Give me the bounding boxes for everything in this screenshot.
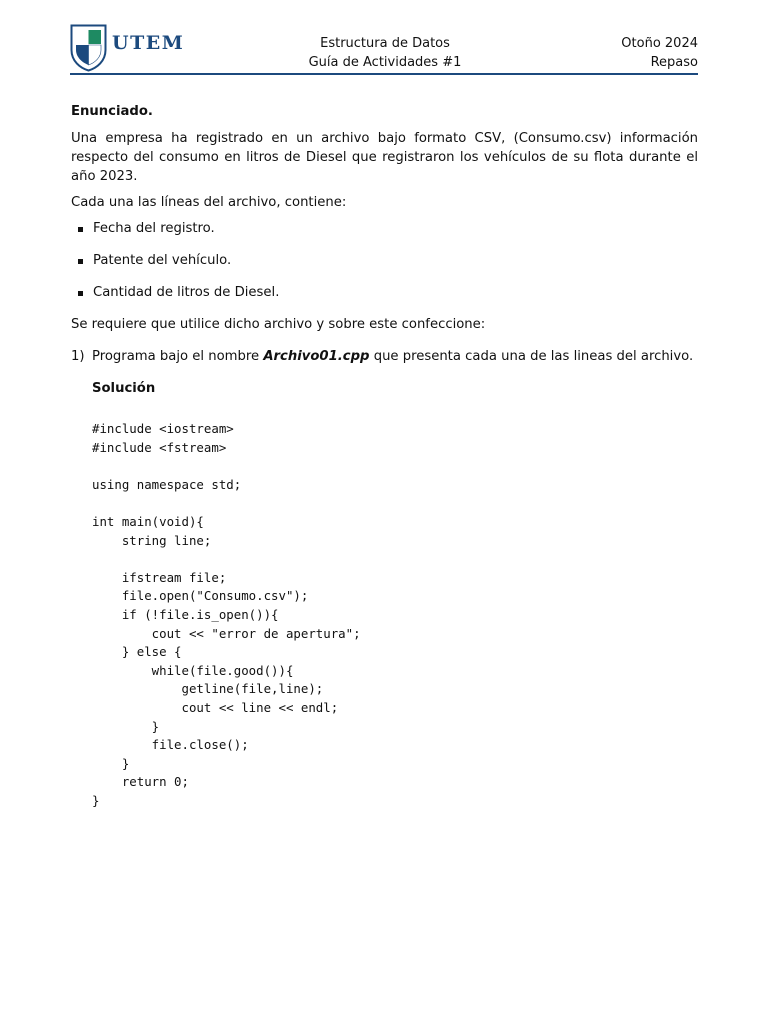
task-filename: Archivo01.cpp	[263, 349, 370, 364]
lines-intro: Cada una las líneas del archivo, contiene:	[71, 195, 347, 210]
task-item	[71, 347, 698, 810]
list-item	[93, 283, 698, 302]
list-item-text: Cantidad de litros de Diesel.	[93, 285, 280, 300]
header-course-block	[260, 34, 510, 72]
task-number: 1)	[71, 349, 85, 364]
topic-label: Repaso	[650, 55, 698, 70]
bullet-square-icon	[78, 259, 83, 264]
header-term-block	[621, 34, 698, 72]
task-text-before: Programa bajo el nombre	[92, 349, 264, 364]
statement-paragraph: Una empresa ha registrado en un archivo bajo formato CSV, (Consumo.csv) información respecto del consumo en litros de Diesel que registraron los vehículos de su flota durante el año 2023.	[71, 131, 698, 184]
solution-heading: Solución	[92, 381, 156, 396]
logo-text: UTEM	[112, 32, 185, 54]
list-item-text: Patente del vehículo.	[93, 253, 232, 268]
document-body	[71, 102, 698, 810]
requirement-text: Se requiere que utilice dicho archivo y sobre este confeccione:	[71, 317, 486, 332]
bullet-square-icon	[78, 291, 83, 296]
course-title: Estructura de Datos	[320, 36, 450, 51]
list-item	[93, 219, 698, 238]
bullet-square-icon	[78, 227, 83, 232]
statement-heading: Enunciado.	[71, 104, 153, 119]
utem-shield-icon	[70, 24, 107, 72]
fields-list	[71, 219, 698, 302]
code-listing: #include <iostream> #include <fstream> using namespace std; int main(void){ string line; ifstream file; file.open("Consumo.csv"); if (!file.is_open()){ cout << "error de apertura"; } else { while(file.good()){ getline(file,line); cout << line << endl; } file.close(); } return 0; }	[92, 421, 361, 808]
guide-title: Guía de Actividades #1	[308, 55, 462, 70]
list-item-text: Fecha del registro.	[93, 221, 215, 236]
page-header	[70, 22, 698, 74]
list-item	[93, 251, 698, 270]
header-divider	[70, 73, 698, 75]
utem-logo	[70, 24, 210, 72]
task-text-after: que presenta cada una de las lineas del archivo.	[369, 349, 694, 364]
term-label: Otoño 2024	[621, 36, 698, 51]
